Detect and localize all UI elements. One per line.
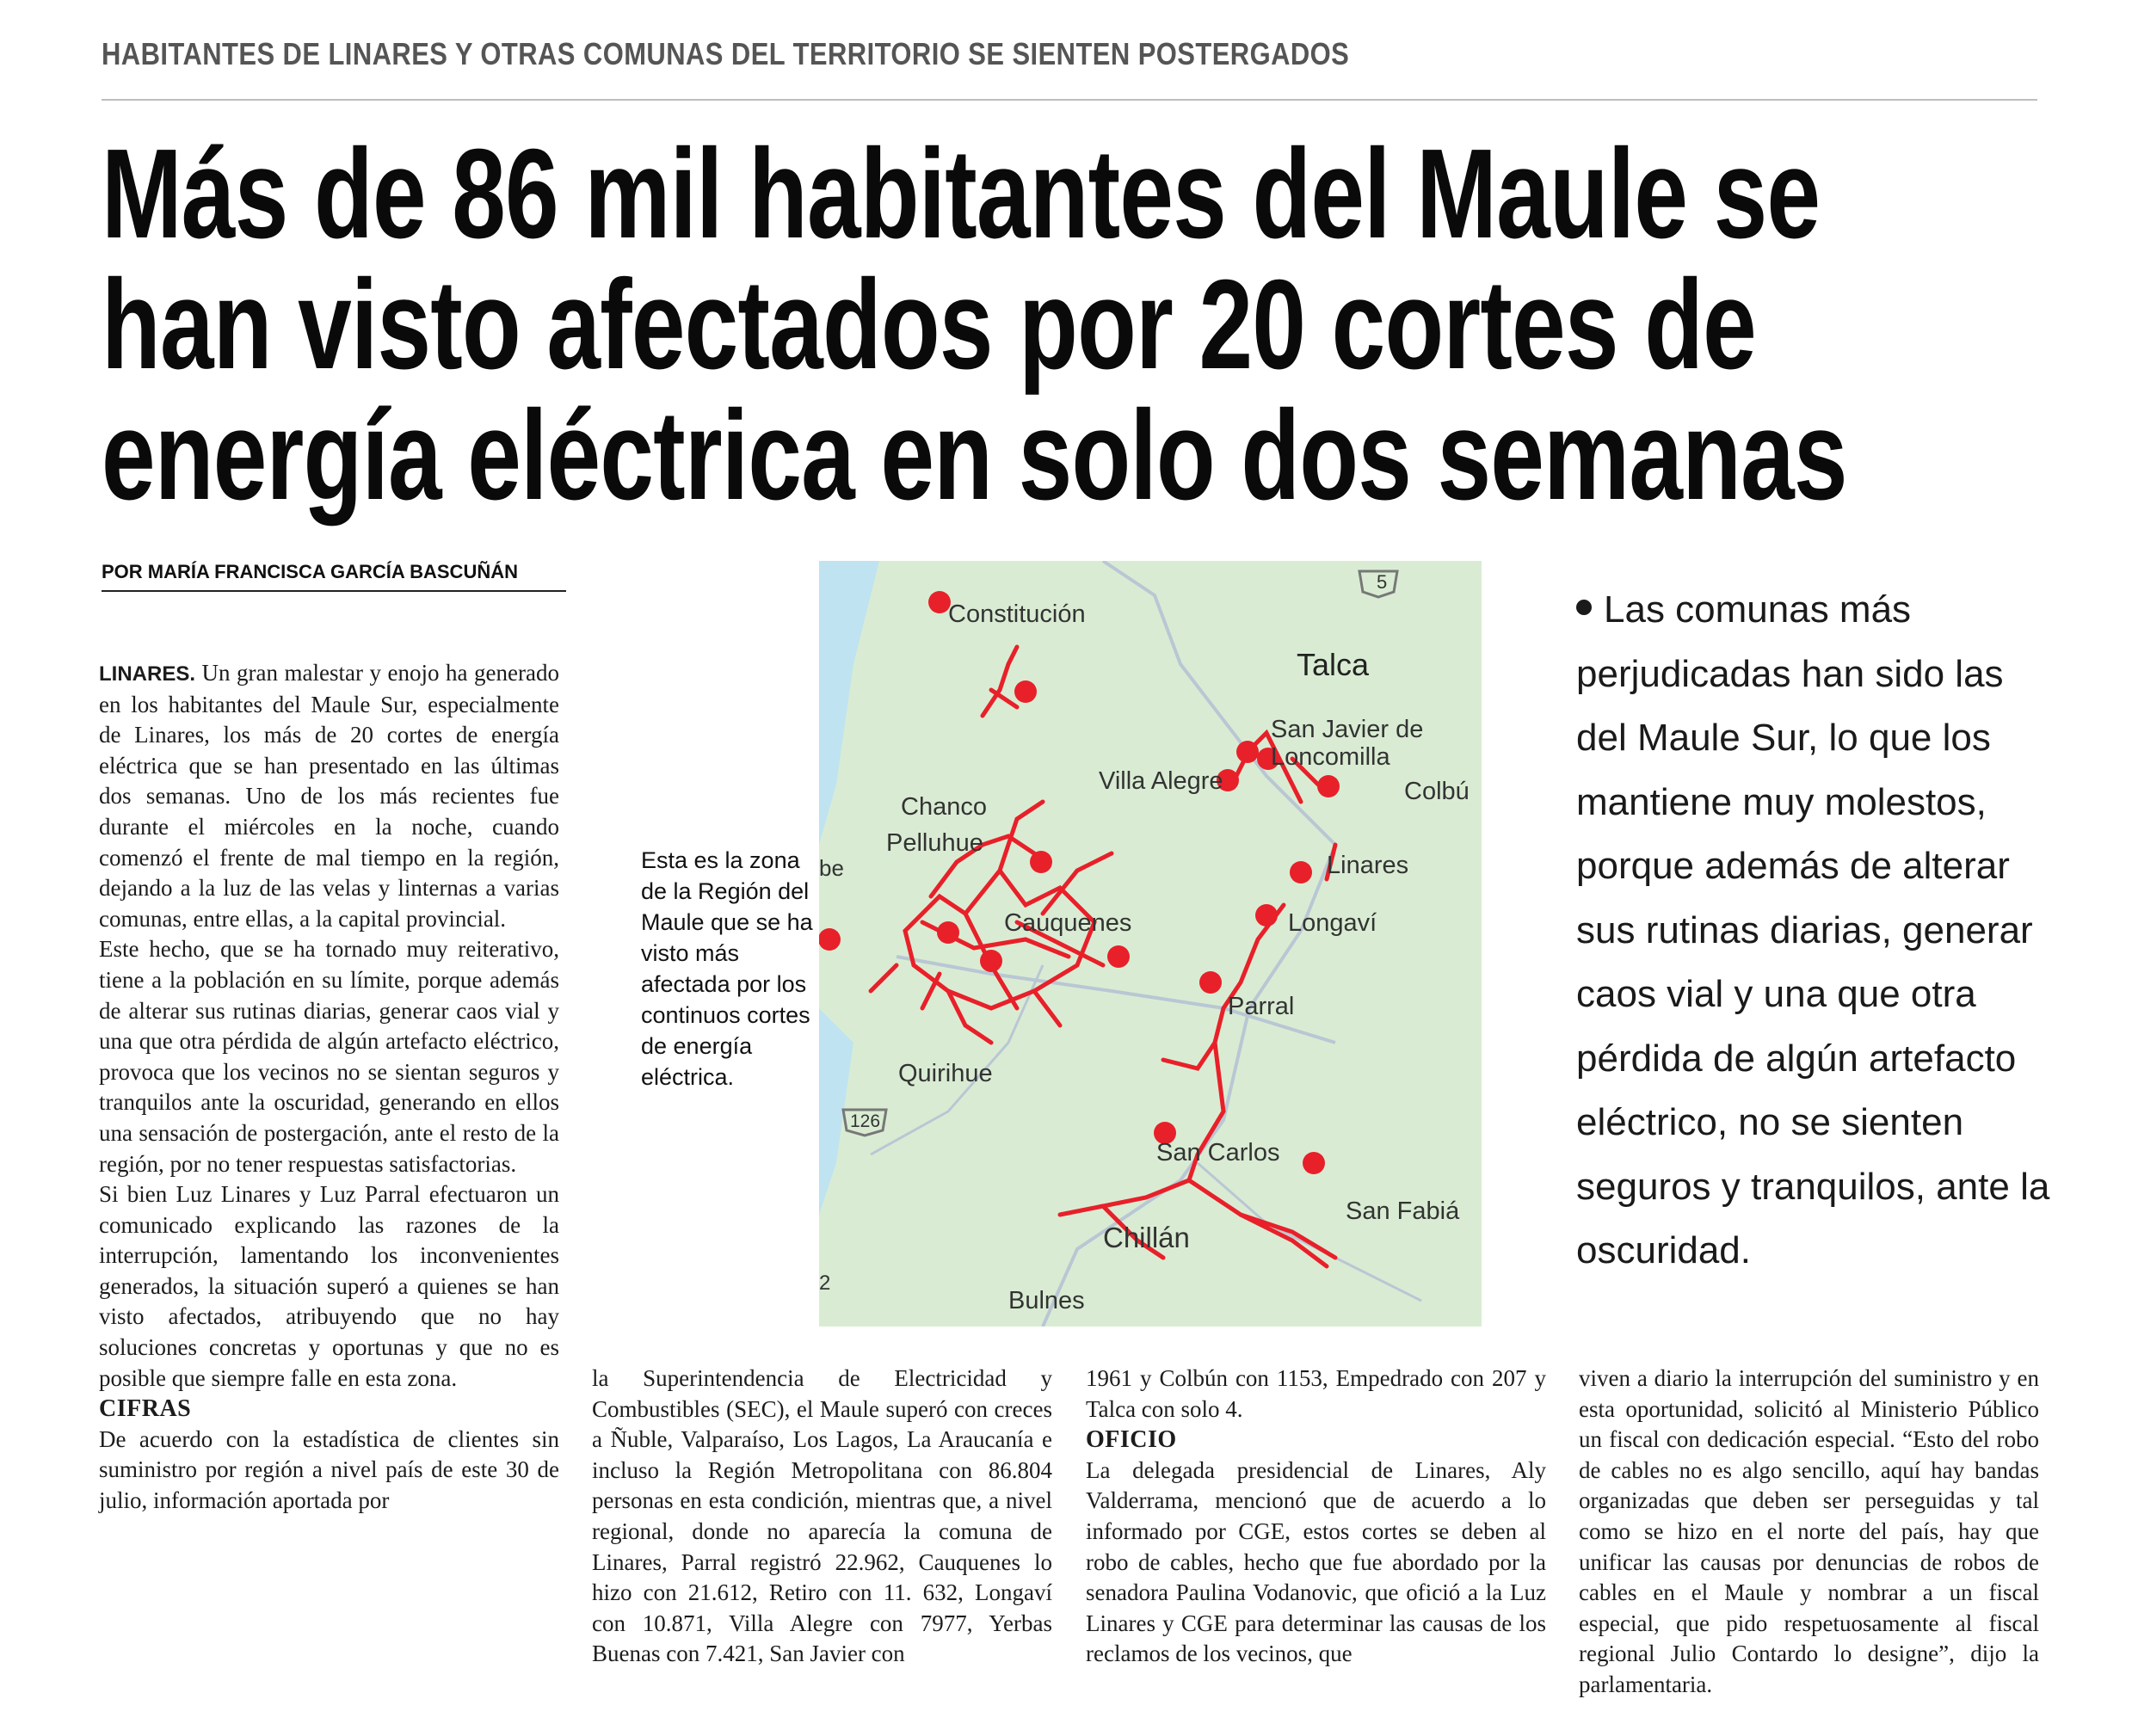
town-quirihue: Quirihue bbox=[898, 1060, 993, 1087]
headline-line-1: Más de 86 mil habitantes del Maule se bbox=[102, 123, 1821, 265]
route-126-label: 126 bbox=[850, 1111, 881, 1131]
paragraph-1-text: Un gran malestar y enojo ha generado en los habitantes del Maule Sur, especialmente de Linares, los más de 20 cortes de energía eléctrica que se han presentado en las últimas dos semanas. Uno de los más recientes fue durante el miércoles en la noche, cuando comenzó el frente de mal tiempo en la región, dejando a la luz de las velas y linternas a varias comunas, entre ellas, a la capital provincial. bbox=[99, 660, 559, 932]
ocean-area-south bbox=[819, 1008, 853, 1215]
article-column-3 bbox=[1086, 1364, 1546, 1670]
route-5-label: 5 bbox=[1377, 571, 1388, 593]
outage-lines bbox=[871, 647, 1335, 1266]
town-longavi: Longaví bbox=[1288, 909, 1377, 937]
bullet-icon bbox=[1576, 600, 1592, 615]
town-bulnes: Bulnes bbox=[1008, 1287, 1085, 1314]
town-parral: Parral bbox=[1228, 993, 1295, 1020]
town-constitucion: Constitución bbox=[948, 600, 1086, 628]
pull-quote bbox=[1576, 578, 2058, 1284]
byline-divider bbox=[102, 590, 566, 592]
article-column-4 bbox=[1579, 1364, 2039, 1701]
article-column-1 bbox=[99, 658, 559, 1517]
town-san-javier: San Javier de Loncomilla bbox=[1271, 716, 1424, 771]
paragraph-5: la Superintendencia de Electricidad y Combustibles (SEC), el Maule superó con creces a Ñuble, Valparaíso, Los Lagos, La Araucanía e incluso la Región Metropolitana con 86.804 personas en esta condición, mientras que, a nivel regional, donde no aparecía la comuna de Linares, Parral registró 22.962, Cauquenes lo hizo con 21.612, Retiro con 11. 632, Longaví con 10.871, Villa Alegre con 7977, Yerbas Buenas con 7.421, San Javier con bbox=[592, 1365, 1052, 1667]
paragraph-3: Si bien Luz Linares y Luz Parral efectuaron un comunicado explicando las razones de la interrupción, lamentando los inconvenientes generados, la situación superó a quienes se han visto afectados, atribuyendo que no hay soluciones concretas y oportunas y que no es posible que siempre falle en esta zona. bbox=[99, 1181, 559, 1391]
town-cauquenes: Cauquenes bbox=[1004, 909, 1132, 937]
town-linares: Linares bbox=[1327, 852, 1409, 879]
pull-quote-text: Las comunas más perjudicadas han sido las del Maule Sur, lo que los mantiene muy molestos, porque además de alterar sus rutinas diarias, generar caos vial y una que otra pérdida de algún artefacto eléctrico, no se sienten seguros y tranquilos, ante la oscuridad. bbox=[1576, 588, 2050, 1271]
kicker-divider bbox=[102, 99, 2037, 101]
dateline: LINARES. bbox=[99, 662, 196, 686]
kicker: HABITANTES DE LINARES Y OTRAS COMUNAS DEL TERRITORIO SE SIENTEN POSTERGADOS bbox=[102, 36, 1350, 71]
paragraph-6: 1961 y Colbún con 1153, Empedrado con 207 y Talca con solo 4. bbox=[1086, 1365, 1546, 1422]
town-pelluhue: Pelluhue bbox=[886, 829, 983, 857]
town-chillan: Chillán bbox=[1103, 1222, 1190, 1253]
town-san-fabian: San Fabiá bbox=[1346, 1197, 1460, 1225]
headline-line-3: energía eléctrica en solo dos semanas bbox=[102, 385, 1847, 526]
paragraph-8: viven a diario la interrupción del suministro y en esta oportunidad, solicitó al Ministerio Público un fiscal con dedicación especial. “Esto del robo de cables no es algo sencillo, aquí hay bandas organizadas que deben ser perseguidas y tal como se hizo en el norte del país, hay que unificar las causas por denuncias de robos de cables en el Maule y nombrar a un fiscal especial, que pido respetuosamente al fiscal regional Julio Contardo lo designe”, dijo la parlamentaria. bbox=[1579, 1365, 2039, 1697]
paragraph-1 bbox=[99, 658, 559, 934]
paragraph-7: La delegada presidencial de Linares, Aly Valderrama, mencionó que de acuerdo a lo informado por CGE, estos cortes se deben al robo de cables, hecho que fue abordado por la senadora Paulina Vodanovic, que ofició a la Luz Linares y CGE para determinar las causas de los reclamos de los vecinos, que bbox=[1086, 1456, 1546, 1667]
town-talca: Talca bbox=[1297, 647, 1370, 682]
subheading-oficio: OFICIO bbox=[1086, 1426, 1177, 1454]
headline bbox=[102, 123, 1847, 526]
town-partial-label: be bbox=[819, 855, 844, 881]
town-colbun: Colbú bbox=[1404, 778, 1470, 805]
town-chanco: Chanco bbox=[901, 793, 987, 821]
headline-line-2: han visto afectados por 20 cortes de bbox=[102, 254, 1756, 396]
outage-map bbox=[819, 561, 1482, 1327]
paragraph-2: Este hecho, que se ha tornado muy reiterativo, tiene a la población en su límite, porque además de alterar sus rutinas diarias, generar caos vial y una que otra pérdida de algún artefacto eléctrico, provoca que los vecinos no se sientan seguros y tranquilos ante la oscuridad, generando en ellos una sensación de postergación, ante el resto de la región, por no tener respuestas satisfactorias. bbox=[99, 936, 559, 1177]
paragraph-4: De acuerdo con la estadística de clientes sin suministro por región a nivel país de este 30 de julio, información aportada por bbox=[99, 1425, 559, 1514]
outage-markers bbox=[819, 591, 1340, 1174]
town-villa-alegre: Villa Alegre bbox=[1099, 767, 1223, 795]
road-east bbox=[1198, 1163, 1421, 1301]
subheading-cifras: CIFRAS bbox=[99, 1395, 192, 1423]
map-caption: Esta es la zona de la Región del Maule que se ha visto más afectada por los continuos cortes de energía eléctrica. bbox=[641, 847, 813, 1090]
article-column-2 bbox=[592, 1364, 1052, 1670]
route-partial-label: 2 bbox=[819, 1271, 831, 1295]
ocean-area bbox=[819, 561, 879, 845]
town-san-carlos: San Carlos bbox=[1156, 1139, 1280, 1167]
byline: POR MARÍA FRANCISCA GARCÍA BASCUÑÁN bbox=[102, 561, 518, 582]
